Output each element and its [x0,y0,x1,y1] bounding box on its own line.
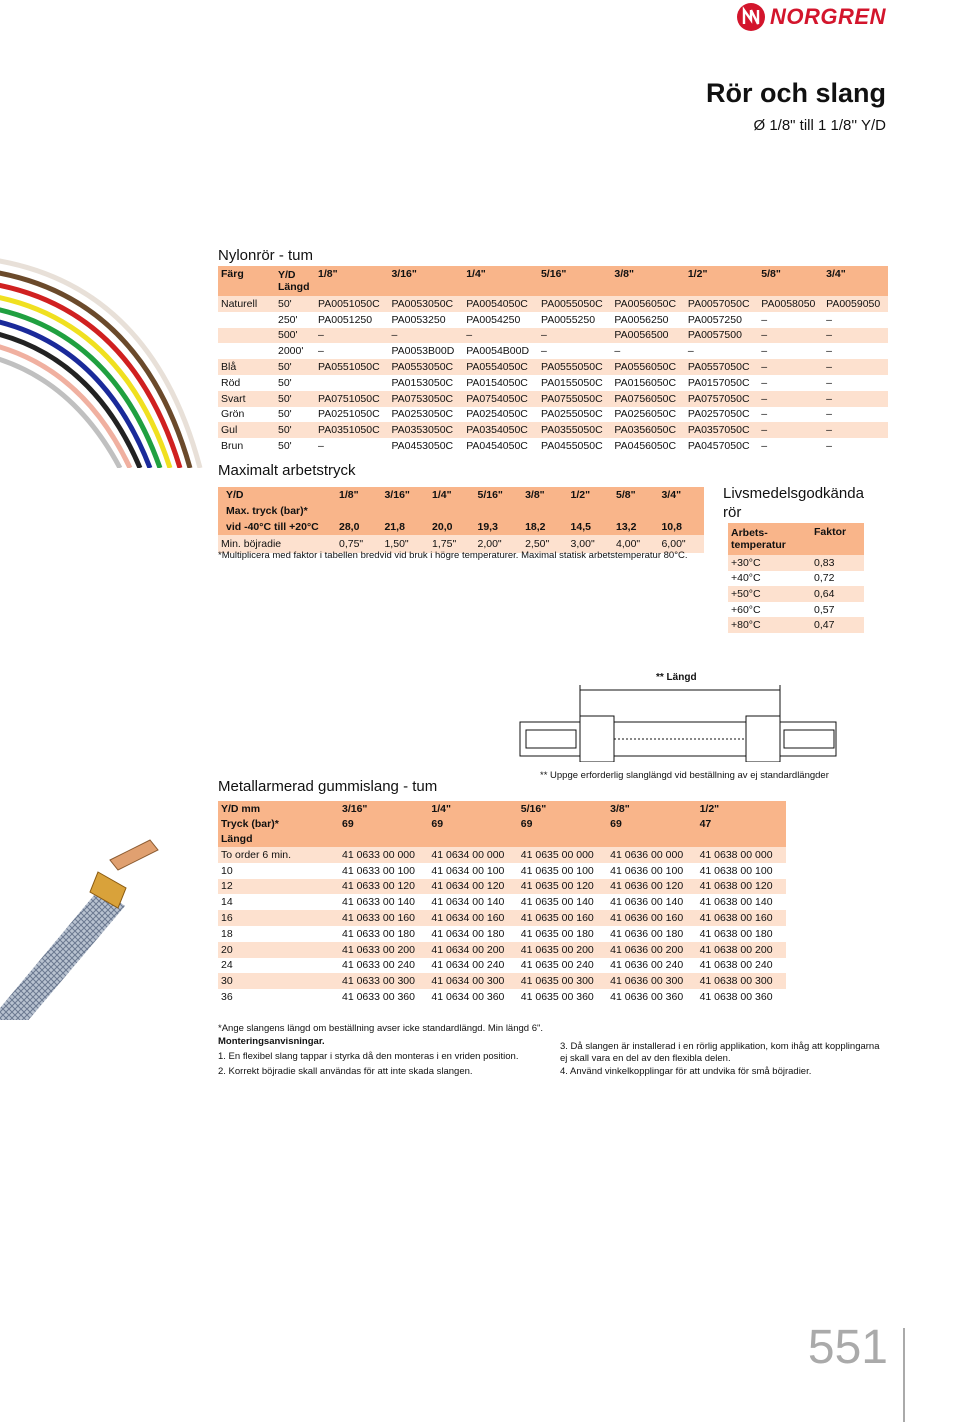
table-cell: PA0057050C [685,296,758,312]
pressure-table [218,487,704,553]
table-cell: Naturell [218,296,275,312]
table-cell: 41 0634 00 180 [428,926,517,942]
table-cell: PA0054250 [463,312,538,328]
table-cell: 3/8" [607,801,696,817]
table-cell: 500' [275,328,315,344]
table-cell: 41 0638 00 120 [697,879,786,895]
table-cell: PA0751050C [315,391,388,407]
table-cell: 69 [428,817,517,831]
table-cell: 41 0634 00 200 [428,942,517,958]
nylon-col-3-16: 3/16" [388,266,463,296]
table-cell: PA0551050C [315,359,388,375]
brand-name: NORGREN [770,4,886,29]
nylon-col-length: Y/D Längd [275,266,315,296]
table-cell: – [823,312,888,328]
table-cell: 41 0634 00 300 [428,973,517,989]
table-cell: 5/16" [518,801,607,817]
table-cell: 41 0634 00 160 [428,910,517,926]
table-cell: Gul [218,422,275,438]
table-cell: – [758,375,823,391]
nylon-col-3-8: 3/8" [611,266,684,296]
table-cell: PA0555050C [538,359,611,375]
nylon-col-1-4: 1/4" [463,266,538,296]
table-cell: 50' [275,438,315,454]
table-cell: PA0157050C [685,375,758,391]
table-cell: 2000' [275,343,315,359]
nylon-heading: Nylonrör - tum [218,247,314,264]
table-cell: 18 [218,926,339,942]
hose-diagram [518,682,838,762]
table-cell: PA0553050C [388,359,463,375]
table-row [218,328,888,344]
table-cell: PA0053250 [388,312,463,328]
table-cell: – [823,391,888,407]
table-cell: 41 0636 00 300 [607,973,696,989]
table-cell: +80°C [728,617,811,633]
table-row [728,571,864,587]
table-cell: – [823,328,888,344]
table-cell: – [758,422,823,438]
table-cell [218,312,275,328]
pressure-col: 1/2" [568,487,613,503]
food-col-factor: Faktor [811,523,864,555]
table-cell: To order 6 min. [218,847,339,863]
table-cell: PA0056050C [611,296,684,312]
table-cell: 41 0636 00 240 [607,958,696,974]
table-cell: PA0254050C [463,407,538,423]
table-cell: 41 0633 00 240 [339,958,428,974]
table-cell: – [823,343,888,359]
table-cell: 41 0638 00 300 [697,973,786,989]
table-cell: 41 0638 00 360 [697,989,786,1005]
table-cell: 13,2 [613,518,658,535]
length-label: ** Längd [656,672,697,683]
table-row [218,817,786,831]
table-cell: 50' [275,407,315,423]
pressure-footnote: *Multiplicera med faktor i tabellen bredvid vid bruk i högre temperaturer. Maximal statisk arbetstemperatur 80°C. [218,550,688,561]
nylon-tubes-image [0,238,218,468]
table-row [218,879,786,895]
table-cell: Röd [218,375,275,391]
table-cell: 1,75" [429,535,474,553]
table-cell: – [758,343,823,359]
table-cell: – [538,343,611,359]
pressure-col-yd: Y/D [218,487,336,503]
table-cell: 0,83 [811,555,864,571]
table-cell: – [315,438,388,454]
table-cell: PA0754050C [463,391,538,407]
metal-heading: Metallarmerad gummislang - tum [218,778,438,795]
table-cell: – [758,312,823,328]
table-row [218,296,888,312]
nylon-col-1-8: 1/8" [315,266,388,296]
table-cell: – [463,328,538,344]
table-row [218,391,888,407]
nylon-col-1-2: 1/2" [685,266,758,296]
table-row [218,894,786,910]
table-cell: 41 0633 00 160 [339,910,428,926]
table-row [218,422,888,438]
table-cell: 0,72 [811,571,864,587]
table-cell: 14,5 [568,518,613,535]
page-title: Rör och slang [705,78,886,108]
table-cell: Brun [218,438,275,454]
table-cell: 41 0633 00 200 [339,942,428,958]
table-row [218,518,704,535]
table-cell: 1,50" [381,535,429,553]
table-cell: 41 0636 00 180 [607,926,696,942]
table-cell: PA0255050C [538,407,611,423]
table-cell: PA0058050 [758,296,823,312]
table-cell: 36 [218,989,339,1005]
nylon-col-5-8: 5/8" [758,266,823,296]
table-cell: PA0253050C [388,407,463,423]
table-cell: 41 0635 00 300 [518,973,607,989]
table-cell: 41 0638 00 200 [697,942,786,958]
table-cell: PA0054B00D [463,343,538,359]
table-cell: 41 0635 00 240 [518,958,607,974]
table-cell: 21,8 [381,518,429,535]
pressure-col: 3/4" [658,487,704,503]
table-cell: 12 [218,879,339,895]
table-cell: 69 [518,817,607,831]
food-heading: Livsmedelsgodkända rör [723,485,864,521]
table-cell: PA0351050C [315,422,388,438]
table-cell: Svart [218,391,275,407]
table-cell: PA0055050C [538,296,611,312]
page-number: 551 [807,1321,888,1374]
table-cell: PA0055250 [538,312,611,328]
table-cell: 0,57 [811,602,864,618]
table-cell: 10,8 [658,518,704,535]
table-cell: +60°C [728,602,811,618]
nylon-col-3-4: 3/4" [823,266,888,296]
table-cell: PA0257050C [685,407,758,423]
table-cell: – [388,328,463,344]
pressure-col: 3/8" [522,487,567,503]
table-row [218,847,786,863]
table-cell: Tryck (bar)* [218,817,339,831]
table-row [218,375,888,391]
table-cell: 41 0634 00 000 [428,847,517,863]
table-cell: 41 0634 00 360 [428,989,517,1005]
pressure-col: 5/16" [475,487,523,503]
table-cell: 41 0636 00 000 [607,847,696,863]
pressure-col: 1/8" [336,487,381,503]
norgren-emblem-icon [736,2,766,32]
table-cell: – [611,343,684,359]
mount-item-3: 3. Då slangen är installerad i en rörlig applikation, kom ihåg att kopplingarna ej skall vara en del av den flexibla delen. [560,1041,880,1064]
table-cell: PA0155050C [538,375,611,391]
table-cell: 50' [275,359,315,375]
table-cell: +40°C [728,571,811,587]
table-cell: – [315,343,388,359]
table-row [218,359,888,375]
pressure-col: 1/4" [429,487,474,503]
table-cell: 20 [218,942,339,958]
table-cell: 41 0633 00 300 [339,973,428,989]
table-cell: – [823,422,888,438]
table-cell: – [758,328,823,344]
table-cell: +50°C [728,586,811,602]
table-cell: +30°C [728,555,811,571]
page-number-rule [903,1328,905,1422]
pressure-col: 5/8" [613,487,658,503]
nylon-col-color: Färg [218,266,275,296]
table-cell: 3,00" [568,535,613,553]
table-cell: 50' [275,391,315,407]
table-row [728,586,864,602]
norgren-logo [736,2,886,32]
table-cell: – [538,328,611,344]
table-cell: 41 0636 00 120 [607,879,696,895]
table-cell: 28,0 [336,518,381,535]
table-cell: 1/2" [697,801,786,817]
table-cell: Y/D mm [218,801,339,817]
table-cell: 41 0635 00 360 [518,989,607,1005]
table-cell: 41 0633 00 000 [339,847,428,863]
table-cell: 41 0635 00 160 [518,910,607,926]
table-cell: Grön [218,407,275,423]
table-cell: – [758,359,823,375]
table-cell: 41 0636 00 160 [607,910,696,926]
table-cell: 47 [697,817,786,831]
table-cell: 41 0635 00 180 [518,926,607,942]
table-row [218,407,888,423]
table-cell: – [758,407,823,423]
table-cell: – [823,375,888,391]
table-cell: – [758,438,823,454]
table-row [218,989,786,1005]
table-cell: 16 [218,910,339,926]
table-cell: PA0059050 [823,296,888,312]
table-cell: PA0456050C [611,438,684,454]
metal-table [218,801,786,1005]
table-cell: PA0153050C [388,375,463,391]
table-cell: 41 0638 00 100 [697,863,786,879]
table-cell: 4,00" [613,535,658,553]
table-row [728,555,864,571]
table-cell: vid -40°C till +20°C [218,518,336,535]
table-cell: 30 [218,973,339,989]
table-cell: 41 0635 00 200 [518,942,607,958]
mount-item-2: 2. Korrekt böjradie skall användas för att inte skada slangen. [218,1066,473,1077]
table-cell: PA0051050C [315,296,388,312]
table-cell [315,375,388,391]
table-cell: PA0554050C [463,359,538,375]
table-cell: PA0251050C [315,407,388,423]
table-row [728,602,864,618]
table-row [728,617,864,633]
star-note: *Ange slangens längd om beställning avser icke standardlängd. Min längd 6". [218,1023,543,1034]
mount-item-4: 4. Använd vinkelkopplingar för att undvika för små böjradier. [560,1066,812,1077]
table-cell: PA0354050C [463,422,538,438]
table-row [218,910,786,926]
table-cell: 41 0638 00 240 [697,958,786,974]
table-cell: 0,64 [811,586,864,602]
table-cell: PA0356050C [611,422,684,438]
table-cell: PA0454050C [463,438,538,454]
table-cell: 41 0635 00 000 [518,847,607,863]
table-cell: PA0056500 [611,328,684,344]
table-cell: PA0056250 [611,312,684,328]
table-row [218,343,888,359]
table-cell: 41 0638 00 000 [697,847,786,863]
table-cell: 50' [275,296,315,312]
nylon-col-5-16: 5/16" [538,266,611,296]
table-cell: 6,00" [658,535,704,553]
table-cell: 14 [218,894,339,910]
table-cell: 41 0633 00 140 [339,894,428,910]
table-row [218,926,786,942]
table-cell: 69 [607,817,696,831]
table-row [218,801,786,817]
table-row [218,973,786,989]
table-cell: PA0256050C [611,407,684,423]
table-cell: 50' [275,375,315,391]
table-cell: PA0053B00D [388,343,463,359]
table-cell: PA0355050C [538,422,611,438]
table-cell: 41 0636 00 200 [607,942,696,958]
table-cell: 2,00" [475,535,523,553]
table-cell: 1/4" [428,801,517,817]
table-cell: PA0455050C [538,438,611,454]
table-cell: 20,0 [429,518,474,535]
table-cell: PA0057250 [685,312,758,328]
mount-item-1: 1. En flexibel slang tappar i styrka då den monteras i en vriden position. [218,1051,519,1062]
table-cell: – [823,407,888,423]
food-col-temp: Arbets- temperatur [728,523,811,555]
table-cell: 41 0635 00 100 [518,863,607,879]
table-row [218,863,786,879]
table-cell: 41 0636 00 100 [607,863,696,879]
table-cell: 41 0638 00 180 [697,926,786,942]
table-cell: 41 0634 00 140 [428,894,517,910]
table-cell: PA0353050C [388,422,463,438]
table-cell: PA0556050C [611,359,684,375]
page-subtitle: Ø 1/8" till 1 1/8'' Y/D [753,117,886,134]
table-cell: 41 0636 00 140 [607,894,696,910]
table-cell: 41 0635 00 140 [518,894,607,910]
table-cell: PA0154050C [463,375,538,391]
table-cell: 41 0633 00 100 [339,863,428,879]
table-cell: 3/16" [339,801,428,817]
table-cell: – [823,438,888,454]
table-cell: 41 0635 00 120 [518,879,607,895]
table-cell: PA0053050C [388,296,463,312]
metal-hose-image [0,820,200,1020]
table-row [218,438,888,454]
table-cell: PA0457050C [685,438,758,454]
table-cell: 41 0638 00 160 [697,910,786,926]
table-cell: PA0755050C [538,391,611,407]
pressure-heading: Maximalt arbetstryck [218,462,356,479]
metal-length-label: Längd [218,831,786,847]
food-table [728,523,864,633]
table-cell: 18,2 [522,518,567,535]
table-cell: 50' [275,422,315,438]
table-cell: 19,3 [475,518,523,535]
table-cell: PA0057500 [685,328,758,344]
table-cell: PA0051250 [315,312,388,328]
table-row [218,942,786,958]
pressure-sub-label: Max. tryck (bar)* [218,503,704,518]
table-cell: PA0757050C [685,391,758,407]
table-cell: Blå [218,359,275,375]
table-cell [218,343,275,359]
table-cell: 41 0634 00 120 [428,879,517,895]
table-cell: 41 0633 00 360 [339,989,428,1005]
table-cell: – [823,359,888,375]
mount-heading: Monteringsanvisningar. [218,1036,325,1047]
nylon-table [218,266,888,454]
table-cell: 41 0633 00 120 [339,879,428,895]
table-cell: PA0753050C [388,391,463,407]
table-cell: 250' [275,312,315,328]
table-cell: Min. böjradie [218,535,336,553]
table-cell: 41 0638 00 140 [697,894,786,910]
table-cell: – [685,343,758,359]
table-cell [218,328,275,344]
table-cell: 41 0636 00 360 [607,989,696,1005]
table-cell: PA0054050C [463,296,538,312]
table-cell: 0,47 [811,617,864,633]
table-cell: 10 [218,863,339,879]
length-note: ** Uppge erforderlig slanglängd vid beställning av ej standardlängder [540,770,829,781]
table-cell: PA0756050C [611,391,684,407]
table-cell: 0,75" [336,535,381,553]
table-cell: PA0156050C [611,375,684,391]
table-cell: PA0453050C [388,438,463,454]
table-cell: – [758,391,823,407]
table-cell: PA0557050C [685,359,758,375]
table-row [218,312,888,328]
table-cell: 69 [339,817,428,831]
table-cell: 24 [218,958,339,974]
table-row [218,958,786,974]
pressure-col: 3/16" [381,487,429,503]
table-cell: 2,50" [522,535,567,553]
table-cell: – [315,328,388,344]
table-cell: 41 0634 00 240 [428,958,517,974]
table-cell: 41 0633 00 180 [339,926,428,942]
table-cell: 41 0634 00 100 [428,863,517,879]
table-cell: PA0357050C [685,422,758,438]
